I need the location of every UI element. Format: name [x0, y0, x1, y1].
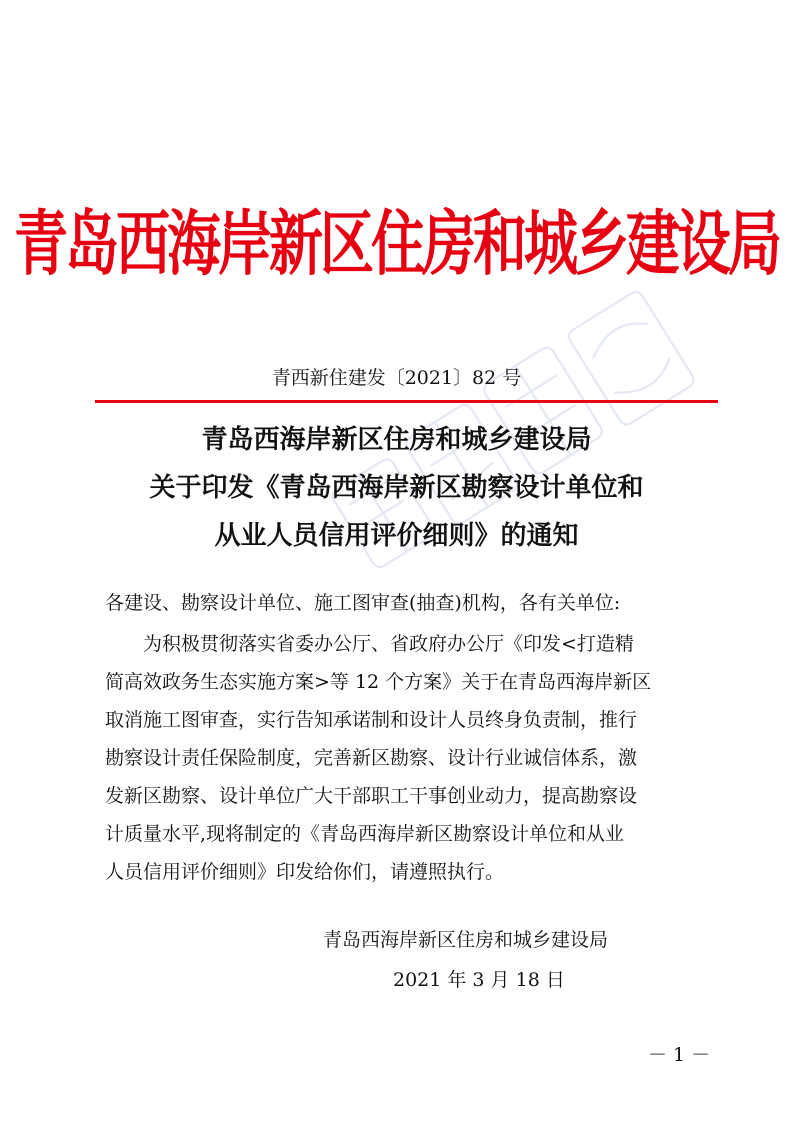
body-line-5: 发新区勘察、设计单位广大干部职工干事创业动力，提高勘察设	[105, 785, 638, 807]
red-divider-rule	[95, 400, 718, 403]
body-line-3: 取消施工图审查，实行告知承诺制和设计人员终身负责制，推行	[105, 709, 638, 731]
masthead-title: 青岛西海岸新区住房和城乡建设局	[14, 201, 779, 286]
document-number: 青西新住建发〔2021〕82 号	[271, 367, 522, 389]
document-title-line-3: 从业人员信用评价细则》的通知	[214, 521, 579, 551]
salutation: 各建设、勘察设计单位、施工图审查(抽查)机构，各有关单位:	[105, 592, 621, 614]
document-title-line-2: 关于印发《青岛西海岸新区勘察设计单位和	[149, 473, 644, 503]
body-line-1: 为积极贯彻落实省委办公厅、省政府办公厅《印发<打造精	[143, 633, 634, 655]
issue-date: 2021 年 3 月 18 日	[393, 969, 565, 991]
body-line-2: 简高效政务生态实施方案>等 12 个方案》关于在青岛西海岸新区	[105, 671, 652, 693]
body-line-7: 人员信用评价细则》印发给你们，请遵照执行。	[105, 861, 505, 883]
document-title-line-1: 青岛西海岸新区住房和城乡建设局	[201, 425, 592, 455]
body-line-4: 勘察设计责任保险制度，完善新区勘察、设计行业诚信体系，激	[105, 747, 638, 769]
page-number: － 1 －	[648, 1044, 711, 1066]
body-line-6: 计质量水平,现将制定的《青岛西海岸新区勘察设计单位和从业	[105, 823, 625, 845]
issuing-authority: 青岛西海岸新区住房和城乡建设局	[323, 929, 609, 951]
